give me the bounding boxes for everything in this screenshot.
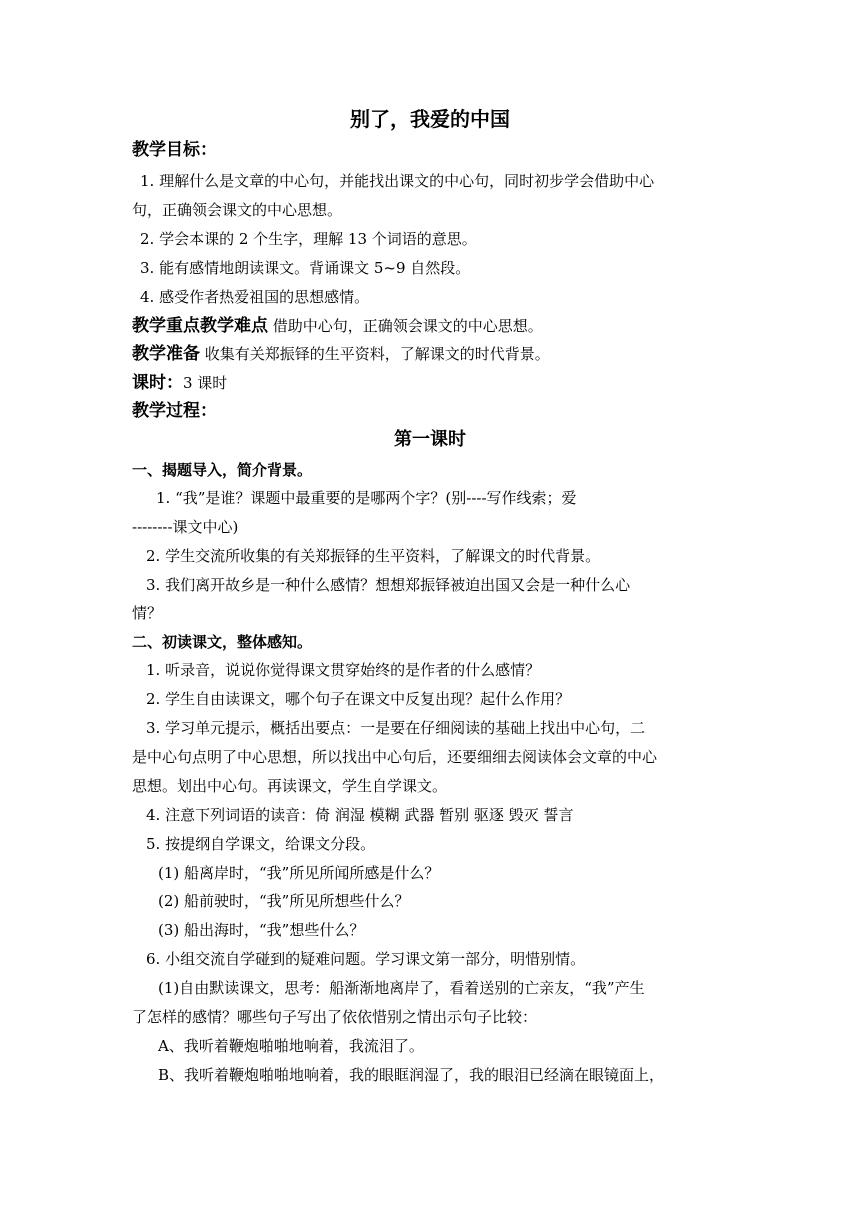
content-line: 2. 学生自由读课文，哪个句子在课文中反复出现？起什么作用？ [146, 690, 571, 708]
content-line: (1) 船离岸时，“我”所见所闻所感是什么？ [158, 864, 440, 882]
content-line: (1)自由默读课文，思考：船渐渐地离岸了，看着送别的亡亲友，“我”产生 [158, 979, 645, 997]
content-line: 思想。划出中心句。再读课文，学生自学课文。 [132, 777, 448, 795]
content-line: (2) 船前驶时，“我”所见所想些什么？ [158, 892, 410, 910]
objective-line: 1. 理解什么是文章的中心句，并能找出课文的中心句，同时初步学会借助中心 [140, 172, 655, 190]
content-line: 5. 按提纲自学课文，给课文分段。 [146, 835, 376, 853]
periods-text: 3 课时 [183, 374, 228, 392]
objective-line: 4. 感受作者热爱祖国的思想感情。 [140, 288, 370, 306]
preparation-label: 教学准备 [132, 344, 200, 364]
objectives-heading: 教学目标： [132, 140, 217, 160]
lesson-title: 第一课时 [394, 429, 466, 450]
content-line: 4. 注意下列词语的读音：倚 润湿 模糊 武器 暂别 驱逐 毁灭 誓言 [146, 806, 574, 824]
content-line: (3) 船出海时，“我”想些什么？ [158, 921, 365, 939]
section-heading: 一、揭题导入，简介背景。 [132, 461, 313, 479]
preparation-line [132, 344, 550, 364]
objective-line: 2. 学会本课的 2 个生字，理解 13 个词语的意思。 [140, 230, 477, 248]
content-line: 是中心句点明了中心思想，所以找出中心句后，还要细细去阅读体会文章的中心 [132, 748, 658, 766]
section-heading: 二、初读课文，整体感知。 [132, 633, 313, 651]
document-title: 别了，我爱的中国 [350, 107, 510, 131]
content-line: 1. 听录音，说说你觉得课文贯穿始终的是作者的什么感情？ [146, 661, 541, 679]
process-heading: 教学过程： [132, 401, 217, 421]
periods-line [132, 373, 227, 393]
objective-line: 3. 能有感情地朗读课文。背诵课文 5~9 自然段。 [140, 259, 471, 277]
key-points-line [132, 316, 543, 336]
objective-line: 句，正确领会课文的中心思想。 [132, 201, 343, 219]
periods-label: 课时： [132, 373, 183, 393]
content-line: 了怎样的感情？哪些句子写出了依依惜别之情出示句子比较： [132, 1008, 538, 1026]
content-line: 6. 小组交流自学碰到的疑难问题。学习课文第一部分，明惜别情。 [146, 950, 586, 968]
content-line: 1. “我”是谁？课题中最重要的是哪两个字？(别----写作线索；爱 [156, 489, 577, 507]
content-line: B、我听着鞭炮啪啪地响着，我的眼眶润湿了，我的眼泪已经滴在眼镜面上， [158, 1066, 665, 1084]
key-points-label: 教学重点教学难点 [132, 316, 268, 336]
content-line: 3. 我们离开故乡是一种什么感情？想想郑振铎被迫出国又会是一种什么心 [146, 576, 631, 594]
key-points-text: 借助中心句，正确领会课文的中心思想。 [272, 317, 543, 335]
content-line: 情？ [132, 604, 163, 622]
content-line: --------课文中心) [132, 518, 239, 536]
content-line: 2. 学生交流所收集的有关郑振铎的生平资料，了解课文的时代背景。 [146, 547, 601, 565]
content-line: 3. 学习单元提示，概括出要点：一是要在仔细阅读的基础上找出中心句，二 [146, 719, 646, 737]
content-line: A、我听着鞭炮啪啪地响着，我流泪了。 [158, 1037, 424, 1055]
preparation-text: 收集有关郑振铎的生平资料，了解课文的时代背景。 [204, 345, 550, 363]
